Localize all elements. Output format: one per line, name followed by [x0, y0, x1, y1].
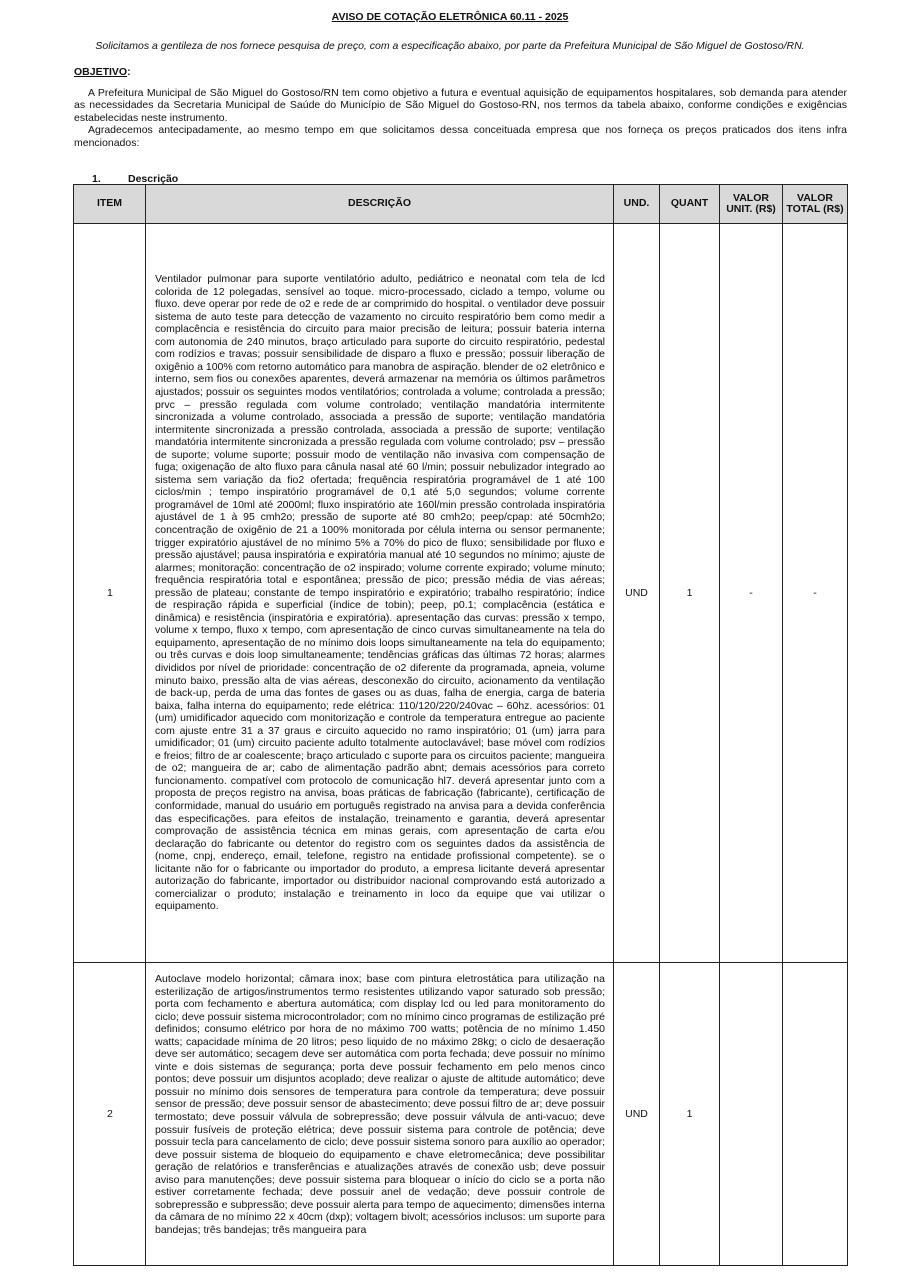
cell-valor-total	[783, 963, 848, 1266]
cell-descricao: Ventilador pulmonar para suporte ventilatório adulto, pediátrico e neonatal com tela de lcd colorida de 12 polegadas, sensível ao toque. micro-processado, ciclado a tempo, volume ou fluxo. deve operar por rede de o2 e rede de ar comprimido do hospital. o ventilador deve possuir sistema de auto teste para detecção de vazamento no circuito respiratório bem como medir a complacência e resistência do circuito para maior precisão de leitura; possuir bateria interna com autonomia de 240 minutos, braço articulado para suporte do circuito respiratório, pedestal com rodízios e travas; possuir sensibilidade de disparo a fluxo e pressão; possuir liberação de oxigênio a 100% com retorno automático para manobra de aspiração. blender de o2 eletrônico e interno, sem fios ou conexões aparentes, deverá armazenar na memória os últimos parâmetros ajustados; possuir os seguintes modos ventilatórios; controlada a volume; controlada a pressão; prvc – pressão regulada com volume controlado; ventilação mandatória intermitente sincronizada a volume controlado, associada a pressão de suporte; ventilação mandatória intermitente sincronizada a pressão controlada, associada a pressão de suporte; ventilação mandatória intermitente sincronizada a pressão regulada com volume controlado; psv – pressão de suporte; volume suporte; possuir modo de ventilação não invasiva com compensação de fuga; oxigenação de alto fluxo para cânula nasal até 60 l/min; possuir nebulizador integrado ao sistema sem variação da fio2 ofertada; frequência respiratória programável de 1 até 100 ciclos/min ; tempo inspiratório programável de 0,1 até 5,0 segundos; volume corrente programável de 10ml até 2000ml; fluxo inspiratório ate 160l/min pressão controlada inspiratória ajustável de 1 à 95 cmh2o; pressão de suporte até 80 cmh2o; peep/cpap: até 50cmh2o; concentração de oxigênio de 21 a 100% monitorada por célula interna ou sensor permanente; trigger expiratório ajustável de no mínimo 5% a 70% do pico de fluxo; sensibilidade por fluxo e pressão ajustável; pausa inspiratória e expiratória manual até 10 segundos no mínimo; ajuste de alarmes; monitoração: concentração de o2 inspirado; volume corrente expirado; volume minuto; frequência respiratória total e espontânea; pressão de pico; pressão média de vias aéreas; pressão de plateau; constante de tempo inspiratório e expiratório; trabalho respiratório; índice de respiração rápida e superficial (índice de tobin); peep, p0.1; complacência (estática e dinâmica) e resistência (inspiratória e expiratória). apresentação das curvas: pressão x tempo, volume x tempo, fluxo x tempo, com apresentação de cinco curvas simultaneamente na tela do equipamento, apresentação de no mínimo dois loops simultaneamente na tela do equipamento; ou três curvas e dois loop simultaneamente; tendências gráficas das últimas 72 horas; alarmes divididos por nível de prioridade: concentração de o2 diferente da programada, apneia, volume minuto baixo, pressão alta de vias aéreas, desconexão do circuito, acionamento da ventilação de back-up, perda de uma das fontes de gases ou as duas, falha de energia, carga de bateria baixa, falha interna do equipamento; rede elétrica: 110/120/220/240vac – 60hz. acessórios: 01 (um) umidificador aquecido com monitorização e controle da temperatura entregue ao paciente com ajuste entre 31 a 37 graus e circuito aquecido no ramo inspiratório; 01 (um) jarra para umidificador; 01 (um) circuito paciente adulto totalmente autoclavável; base móvel com rodízios e freios; filtro de ar coalescente; braço articulado c suporte para os circuitos paciente; mangueira de o2; mangueira de ar; cabo de alimentação padrão abnt; demais acessórios para correto funcionamento. compatível com protocolo de comunicação hl7. deverá apresentar junto com a proposta de preços registro na anvisa, boas práticas de fabricação (fabricante), certificação de conformidade, manual do usuário em português registrado na anvisa para a devida conferência das especificações. para efeitos de instalação, treinamento e garantia, deverá apresentar comprovação de assistência técnica em minas gerais, com apresentação de carta e/ou declaração do fabricante ou detentor do registro com os seguintes dados da assistência de (nome, cnpj, endereço, email, telefone, registro na entidade profissional competente). se o licitante não for o fabricante ou importador do produto, a empresa licitante deverá apresentar autorização do fabricante, importador ou distribuidor nacional comprovando está autorizado a comercializar o produto; instalação e treinamento in loco da equipe que vai utilizar o equipamento.	[146, 224, 614, 963]
table-header-row	[74, 185, 848, 224]
cell-valor-unit: -	[720, 224, 783, 963]
objetivo-paragraph-1: A Prefeitura Municipal de São Miguel do Gostoso/RN tem como objetivo a futura e eventual aquisição de equipamentos hospitalares, sob demanda para atender as necessidades da Secretaria Municipal de Saúde do Município de São Miguel do Gostoso-RN, nos termos da tabela abaixo, conforme condições e exigências estabelecidas neste instrumento.	[74, 87, 847, 124]
objetivo-paragraph-2: Agradecemos antecipadamente, ao mesmo tempo em que solicitamos dessa conceituada empresa que nos forneça os preços praticados dos itens infra mencionados:	[74, 124, 847, 149]
cell-und: UND	[614, 224, 660, 963]
objetivo-colon: :	[127, 66, 131, 78]
cell-und: UND	[614, 963, 660, 1266]
header-descricao: DESCRIÇÃO	[146, 185, 614, 224]
cell-descricao: Autoclave modelo horizontal; câmara inox; base com pintura eletrostática para utilização na esterilização de artigos/instrumentos termo resistentes utilizando vapor saturado sob pressão; porta com fechamento e abertura automática; com display lcd ou led para monitoramento do ciclo; deve possuir sistema microcontrolador; com no mínimo cinco programas de estilização pré definidos; consumo elétrico por hora de no máximo 700 watts; potência de no mínimo 1.450 watts; capacidade mínima de 20 litros; peso liquido de no máximo 28kg; o ciclo de desaeração deve ser automático; secagem deve ser automática com porta fechada; deve possuir no mínimo vinte e dois sistemas de segurança; porta deve possuir fechamento em pelo menos cinco pontos; deve possuir um disjuntos acoplado; deve realizar o ajuste de altitude automático; deve possuir no mínimo dois sensores de temperatura para controle da temperatura; deve possuir sensor de pressão; deve possuir sensor de abastecimento; deve possui filtro de ar; deve possuir termostato; deve possuir válvula de sobrepressão; deve possuir válvula de anti-vacuo; deve possuir fusíveis de proteção elétrica; deve possuir sistema para controle de potência; deve possuir tecla para cancelamento de ciclo; deve possuir sistema sonoro para auxílio ao operador; deve possuir sistema de bloqueio do equipamento e chave eletromecânica; deve possibilitar geração de relatórios e transferências e atualizações através de conexão usb; deve possuir aviso para manutenções; deve possuir sistema para bloquear o início do ciclo se a porta não estiver corretamente fechada; deve possuir anel de vedação; deve possuir controle de sobrepressão e subpressão; deve possuir alerta para tempo de aquecimento; dimensões interna da câmara de no mínimo 22 x 40cm (dxp); voltagem bivolt; acessórios inclusos: um suporte para bandejas; três bandejas; três mangueira para	[146, 963, 614, 1266]
cell-item: 1	[74, 224, 146, 963]
cell-quant: 1	[660, 963, 720, 1266]
table-row	[74, 963, 848, 1266]
header-valor-total: VALOR TOTAL (R$)	[783, 185, 848, 224]
cell-quant: 1	[660, 224, 720, 963]
header-item: ITEM	[74, 185, 146, 224]
cell-item: 2	[74, 963, 146, 1266]
cell-valor-unit	[720, 963, 783, 1266]
objetivo-heading	[74, 66, 131, 78]
header-und: UND.	[614, 185, 660, 224]
header-valor-unit: VALOR UNIT. (R$)	[720, 185, 783, 224]
table-row	[74, 224, 848, 963]
objetivo-body	[74, 87, 847, 149]
cell-valor-total: -	[783, 224, 848, 963]
document-title: AVISO DE COTAÇÃO ELETRÔNICA 60.11 - 2025	[331, 11, 569, 23]
intro-text: Solicitamos a gentileza de nos fornece pesquisa de preço, com a especificação abaixo, por parte da Prefeitura Municipal de São Miguel de Gostoso/RN.	[95, 40, 805, 52]
section-number: 1.	[92, 173, 101, 185]
section-title: Descrição	[128, 173, 179, 185]
items-table	[73, 184, 848, 1266]
header-quant: QUANT	[660, 185, 720, 224]
objetivo-label: OBJETIVO	[74, 66, 128, 78]
